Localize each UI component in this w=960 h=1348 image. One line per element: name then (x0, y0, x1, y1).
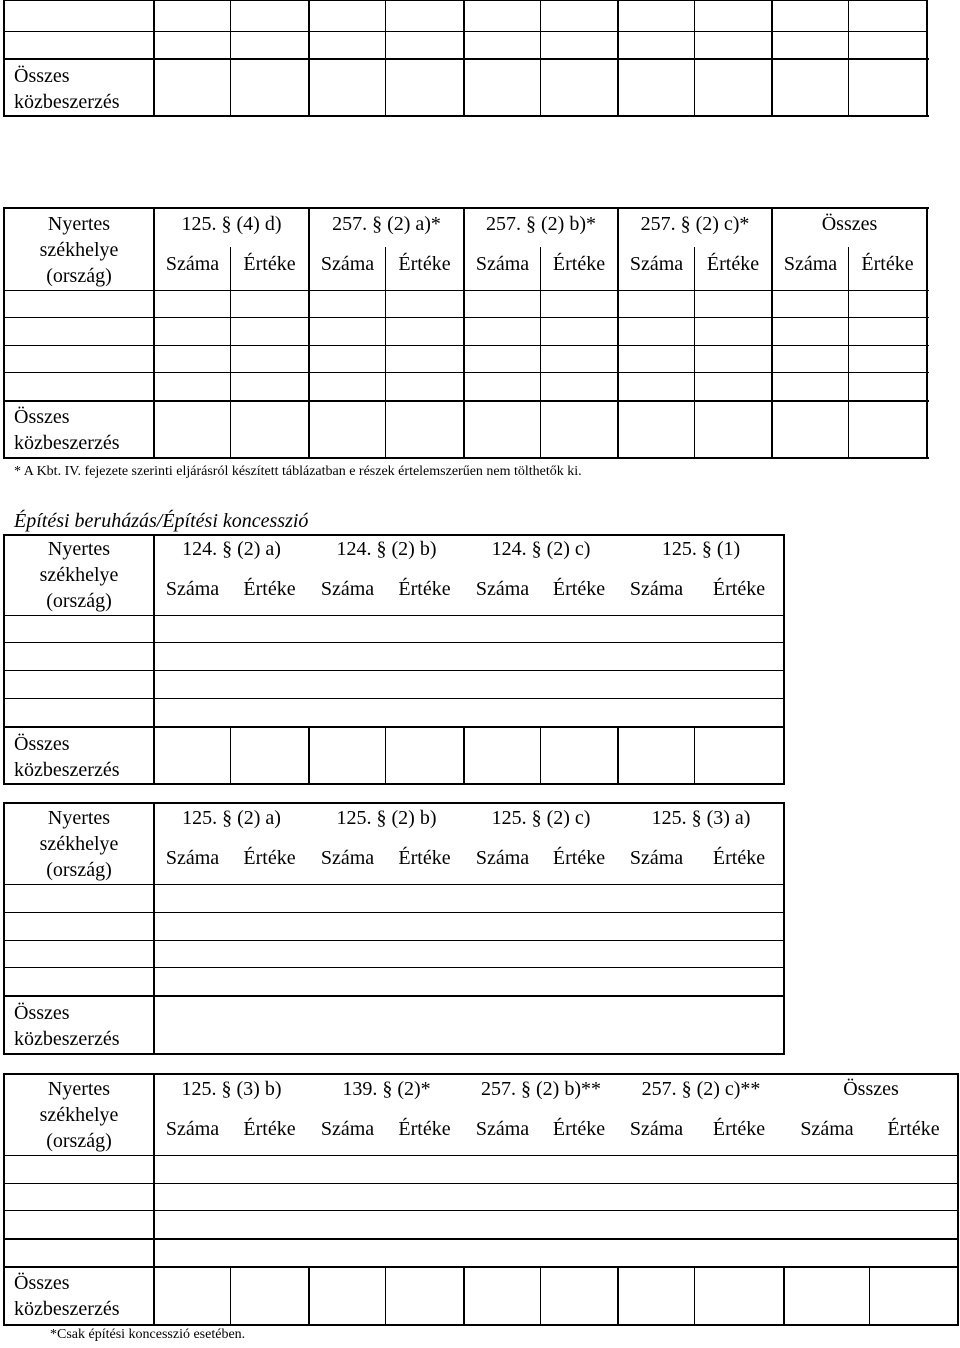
total-label-2: közbeszerzés (14, 1298, 120, 1320)
winner-header-2: székhelye (39, 833, 119, 855)
sub-header-szama: Száma (783, 253, 838, 275)
sub-header-szama: Száma (629, 847, 684, 869)
total-label: Összes (14, 65, 70, 87)
sub-header-erteke: Értéke (706, 253, 760, 275)
sub-header-szama: Száma (320, 847, 375, 869)
col-header: 257. § (2) a)* (332, 213, 441, 235)
sub-header-erteke: Értéke (712, 847, 766, 869)
sub-header-erteke: Értéke (887, 1118, 940, 1140)
total-label-2: közbeszerzés (14, 1028, 120, 1050)
col-header: 124. § (2) c) (491, 538, 591, 560)
footnote-1: * A Kbt. IV. fejezete szerinti eljárásról készített táblázatban e részek értelemszerűen nem tölthetők ki. (14, 464, 582, 479)
sub-header-szama: Száma (165, 1118, 220, 1140)
sub-header-szama: Száma (165, 847, 220, 869)
col-header: 257. § (2) b)** (481, 1078, 601, 1100)
sub-header-erteke: Értéke (398, 1118, 451, 1140)
sub-header-erteke: Értéke (243, 1118, 296, 1140)
sub-header-szama: Száma (475, 1118, 530, 1140)
sub-header-erteke: Értéke (712, 578, 766, 600)
total-label-2: közbeszerzés (14, 759, 120, 781)
sub-header-erteke: Értéke (398, 253, 451, 275)
col-header: 124. § (2) b) (336, 538, 437, 560)
total-label-2: közbeszerzés (14, 91, 120, 113)
winner-header-3: (ország) (46, 590, 112, 612)
sub-header-szama: Száma (629, 253, 684, 275)
sub-header-erteke: Értéke (552, 578, 606, 600)
footnote-2: *Csak építési koncesszió esetében. (50, 1327, 246, 1342)
winner-header: Nyertes (47, 538, 111, 560)
winner-header: Nyertes (47, 213, 111, 235)
sub-header-szama: Száma (629, 578, 684, 600)
winner-header-3: (ország) (46, 859, 112, 881)
sub-header-erteke: Értéke (243, 253, 296, 275)
sub-header-erteke: Értéke (398, 847, 451, 869)
col-header: 125. § (1) (661, 538, 741, 560)
col-header: 257. § (2) c)* (640, 213, 750, 235)
col-header: 257. § (2) c)** (641, 1078, 761, 1100)
total-label-2: közbeszerzés (14, 432, 120, 454)
winner-header-3: (ország) (46, 1130, 112, 1152)
col-header: 125. § (2) b) (336, 807, 437, 829)
col-header-total: Összes (821, 213, 878, 235)
col-header-total: Összes (843, 1078, 899, 1100)
col-header: 125. § (3) b) (181, 1078, 282, 1100)
sub-header-szama: Száma (165, 578, 220, 600)
section-title: Építési beruházás/Építési koncesszió (14, 510, 309, 532)
col-header: 125. § (4) d) (181, 213, 282, 235)
col-header: 124. § (2) a) (182, 538, 281, 560)
sub-header-szama: Száma (800, 1118, 854, 1140)
col-header: 257. § (2) b)* (486, 213, 596, 235)
sub-header-erteke: Értéke (552, 847, 606, 869)
sub-header-szama: Száma (165, 253, 220, 275)
winner-header-2: székhelye (39, 239, 119, 261)
sub-header-szama: Száma (475, 578, 530, 600)
sub-header-szama: Száma (320, 253, 375, 275)
total-label: Összes (14, 733, 70, 755)
sub-header-szama: Száma (475, 253, 530, 275)
col-header: 139. § (2)* (342, 1078, 431, 1100)
sub-header-erteke: Értéke (712, 1118, 766, 1140)
winner-header-2: székhelye (39, 1104, 119, 1126)
col-header: 125. § (3) a) (651, 807, 751, 829)
total-label: Összes (14, 1272, 70, 1294)
sub-header-szama: Száma (320, 578, 375, 600)
winner-header-3: (ország) (46, 265, 112, 287)
winner-header-2: székhelye (39, 564, 119, 586)
sub-header-szama: Száma (475, 847, 530, 869)
total-label: Összes (14, 406, 70, 428)
col-header: 125. § (2) a) (182, 807, 281, 829)
sub-header-szama: Száma (320, 1118, 375, 1140)
winner-header: Nyertes (47, 1078, 111, 1100)
sub-header-erteke: Értéke (861, 253, 914, 275)
sub-header-erteke: Értéke (552, 1118, 606, 1140)
col-header: 125. § (2) c) (491, 807, 591, 829)
sub-header-erteke: Értéke (552, 253, 606, 275)
sub-header-erteke: Értéke (243, 847, 296, 869)
sub-header-erteke: Értéke (398, 578, 451, 600)
sub-header-erteke: Értéke (243, 578, 296, 600)
sub-header-szama: Száma (629, 1118, 684, 1140)
winner-header: Nyertes (47, 807, 111, 829)
total-label: Összes (14, 1002, 70, 1024)
